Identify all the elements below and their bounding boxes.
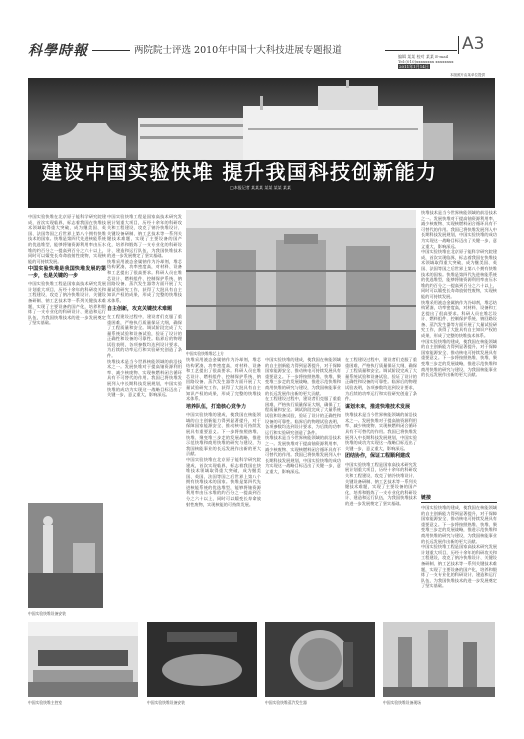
header-rule-right <box>385 50 457 51</box>
left-photo-caption: 中国实验快堆设备安装 <box>28 611 66 616</box>
center-photo-caption: 中国实验快堆堆芯上方 <box>186 351 224 356</box>
date-line-2: Tel:(010)xxxxxxxx xxxxxxxx <box>398 59 454 64</box>
equipment-installation-photo <box>28 503 103 608</box>
column-2-text-d: 快堆技术是当今世界核能领域的前沿技术之一。发展快堆对于提高铀资源利用率、减少核废物、实现核燃料闭合循环具有不可替代的作用。我国已将快堆发展列入中长期科技发展规划，中国实验快堆的成功为实现这一战略目标迈出了关键一步，意义重大，影响深远。 <box>107 358 182 398</box>
article-column-1 <box>28 214 106 500</box>
link-section-body-b: 中国实验快堆工程是国家高技术研究发展计划重大项目，历经十余年的科研攻关和工程建设，攻克了钠冷快堆设计、关键设备研制、钠工艺技术等一系列关键技术难题，实现了主要设备的国产化，培养和锻炼了一支专业化的科研设计、建造和运行队伍，为我国快堆技术的进一步发展奠定了坚实基础。 <box>421 544 497 589</box>
masthead-logo: 科學時報 <box>28 43 88 59</box>
link-section-label: 链接 <box>421 495 432 501</box>
date-line-1: 编辑 某某 校对 某某 E-mail <box>398 54 449 59</box>
subheading-4: 谋划未来，推进快堆技术发展 <box>345 403 411 410</box>
subheading-3: 培养队伍，打造核心竞争力 <box>186 403 247 410</box>
column-1-text-continued: 中国实验快堆工程是国家高技术研究发展计划重大项目，历经十余年的科研攻关和工程建设，攻克了钠冷快堆设计、关键设备研制、钠工艺技术等一系列关键技术难题，实现了主要设备的国产化，培养和锻炼了一支专业化的科研设计、建造和运行队伍，为我国快堆技术的进一步发展奠定了坚实基础。 <box>28 281 106 326</box>
bottom-photo-1 <box>28 622 138 697</box>
column-4-text-c: 快堆技术是当今世界核能领域的前沿技术之一。发展快堆对于提高铀资源利用率、减少核废物、实现核燃料闭合循环具有不可替代的作用。我国已将快堆发展列入中长期科技发展规划，中国实验快堆的成功为实现这一战略目标迈出了关键一步，意义重大，影响深远。 <box>265 435 341 474</box>
reactor-hall-photo <box>186 210 416 350</box>
top-photo-credit: 本版照片由某单位提供 <box>450 73 485 77</box>
date-highlight: 2011年1月14日 <box>399 64 429 69</box>
article-column-5 <box>345 357 417 615</box>
bottom-photo-2 <box>147 622 257 697</box>
subheading-5: 团结协作，保证工程顺利建成 <box>345 453 411 460</box>
header-rule-left <box>92 50 130 51</box>
bottom-caption-1: 中国实验快堆主控室 <box>28 700 63 705</box>
column-6-text-b: 中国实验快堆在北京原子能科学研究院建成，首次实现临界，标志着我国在快堆技术领域取得重大突破，成为继美国、英国、法国等国之后世界上第八个拥有快堆技术的国家。快堆是第四代先进核能系统的优选堆型，能够将铀资源利用率由压水堆的约百分之一提高到百分之六十以上，同时可以嬗变长寿命放射性废物，实现核能的可持续发展。 <box>421 249 497 299</box>
link-section-body: 中国实验快堆的建成，使我国在核能领域的自主创新能力得到显著提升，对于保障国家能源安全、推动核电可持续发展具有重要意义。下一步将按照热堆、快堆、聚变堆三步走的发展战略，推进示范快堆和商用快堆的研究与建设，为我国核能事业的长远发展作出新的更大贡献。 <box>421 505 497 544</box>
bottom-caption-4: 中国实验快堆设备现场 <box>383 700 421 705</box>
page-number-divider <box>458 36 459 54</box>
date-info <box>398 54 488 69</box>
column-5-text-b: 快堆技术是当今世界核能领域的前沿技术之一。发展快堆对于提高铀资源利用率、减少核废物、实现核燃料闭合循环具有不可替代的作用。我国已将快堆发展列入中长期科技发展规划，中国实验快堆的成功为实现这一战略目标迈出了关键一步，意义重大，影响深远。 <box>345 412 417 451</box>
subheading-2: 自主创新，攻克关键技术难题 <box>107 305 173 312</box>
headline: 建设中国实验快堆 提升我国科技创新能力 <box>42 160 438 184</box>
steam-generator-photo <box>265 622 375 697</box>
column-2-text: 中国实验快堆工程是国家高技术研究发展计划重大项目，历经十余年的科研攻关和工程建设，攻克了钠冷快堆设计、关键设备研制、钠工艺技术等一系列关键技术难题，实现了主要设备的国产化，培养和锻炼了一支专业化的科研设计、建造和运行队伍，为我国快堆技术的进一步发展奠定了坚实基础。 <box>107 214 182 259</box>
byline: □本报记者 某某某 某某 某某 某某 <box>230 185 291 190</box>
column-5-text-c: 中国实验快堆工程是国家高技术研究发展计划重大项目，历经十余年的科研攻关和工程建设，攻克了钠冷快堆设计、关键设备研制、钠工艺技术等一系列关键技术难题，实现了主要设备的国产化，培养和锻炼了一支专业化的科研设计、建造和运行队伍，为我国快堆技术的进一步发展奠定了坚实基础。 <box>345 461 417 506</box>
column-5-text: 在工程建设过程中，建设者们克服了重重困难，严格执行质量保证大纲，确保了工程质量和安全。调试阶段完成了大量系统试验和设备试验，验证了设计的正确性和设备的可靠性。临界后的物理试验表明，各项参数均达到设计要求，为后续的功率运行和实验研究创造了条件。 <box>345 357 417 402</box>
bottom-caption-3: 中国实验快堆蒸汽发生器 <box>265 700 307 705</box>
column-6-text-d: 中国实验快堆的建成，使我国在核能领域的自主创新能力得到显著提升，对于保障国家能源安全、推动核电可持续发展具有重要意义。下一步将按照热堆、快堆、聚变堆三步走的发展战略，推进示范快堆和商用快堆的研究与建设，为我国核能事业的长远发展作出新的更大贡献。 <box>421 338 497 378</box>
column-4-text: 中国实验快堆的建成，使我国在核能领域的自主创新能力得到显著提升，对于保障国家能源安全、推动核电可持续发展具有重要意义。下一步将按照热堆、快堆、聚变堆三步走的发展战略，推进示范快堆和商用快堆的研究与建设，为我国核能事业的长远发展作出新的更大贡献。 <box>265 357 341 396</box>
article-column-2 <box>107 214 182 612</box>
bottom-caption-2: 中国实验快堆设备安装 <box>147 700 185 705</box>
page-number: A3 <box>462 34 485 54</box>
link-section-rule <box>421 502 497 503</box>
column-3-text-b: 中国实验快堆的建成，使我国在核能领域的自主创新能力得到显著提升，对于保障国家能源安全、推动核电可持续发展具有重要意义。下一步将按照热堆、快堆、聚变堆三步走的发展战略，推进示范快堆和商用快堆的研究与建设，为我国核能事业的长远发展作出新的更大贡献。 <box>186 412 261 457</box>
column-1-text: 中国实验快堆在北京原子能科学研究院建成，首次实现临界，标志着我国在快堆技术领域取得重大突破，成为继美国、英国、法国等国之后世界上第八个拥有快堆技术的国家。快堆是第四代先进核能系统的优选堆型，能够将铀资源利用率由压水堆的约百分之一提高到百分之六十以上，同时可以嬗变长寿命放射性废物，实现核能的可持续发展。 <box>28 214 106 264</box>
article-column-3 <box>186 357 261 615</box>
article-column-4 <box>265 357 341 615</box>
article-column-6 <box>421 210 497 490</box>
column-4-text-b: 在工程建设过程中，建设者们克服了重重困难，严格执行质量保证大纲，确保了工程质量和安全。调试阶段完成了大量系统试验和设备试验，验证了设计的正确性和设备的可靠性。临界后的物理试验表明，各项参数均达到设计要求，为后续的功率运行和实验研究创造了条件。 <box>265 396 341 435</box>
column-2-text-b: 快堆采用液态金属钠作为冷却剂，堆芯结构紧凑，功率密度高，对材料、设备和工艺提出了很高要求。科研人员在堆芯设计、燃料组件、控制保护系统、钠回路设备、蒸汽发生器等方面开展了大量试验研究工作，获得了大批具有自主知识产权的成果，形成了完整的快堆技术体系。 <box>107 258 182 303</box>
bottom-photo-4 <box>383 622 495 697</box>
column-2-text-c: 在工程建设过程中，建设者们克服了重重困难，严格执行质量保证大纲，确保了工程质量和安全。调试阶段完成了大量系统试验和设备试验，验证了设计的正确性和设备的可靠性。临界后的物理试验表明，各项参数均达到设计要求，为后续的功率运行和实验研究创造了条件。 <box>107 313 182 359</box>
link-section-text <box>421 505 497 615</box>
column-3-text: 快堆采用液态金属钠作为冷却剂，堆芯结构紧凑，功率密度高，对材料、设备和工艺提出了很高要求。科研人员在堆芯设计、燃料组件、控制保护系统、钠回路设备、蒸汽发生器等方面开展了大量试验研究工作，获得了大批具有自主知识产权的成果，形成了完整的快堆技术体系。 <box>186 357 261 402</box>
subheading-1: 中国实验快堆是我国快堆发展的第一步，也是关键的一步 <box>28 266 106 279</box>
equipment-site-photo <box>383 622 495 697</box>
control-room-photo <box>28 622 138 697</box>
bottom-photo-3 <box>265 622 375 697</box>
column-3-text-c: 中国实验快堆在北京原子能科学研究院建成，首次实现临界，标志着我国在快堆技术领域取得重大突破，成为继美国、英国、法国等国之后世界上第八个拥有快堆技术的国家。快堆是第四代先进核能系统的优选堆型，能够将铀资源利用率由压水堆的约百分之一提高到百分之六十以上，同时可以嬗变长寿命放射性废物，实现核能的可持续发展。 <box>186 456 261 507</box>
header-title: 两院院士评选 2010年中国十大科技进展专题报道 <box>134 45 342 56</box>
column-6-text-c: 快堆采用液态金属钠作为冷却剂，堆芯结构紧凑，功率密度高，对材料、设备和工艺提出了很高要求。科研人员在堆芯设计、燃料组件、控制保护系统、钠回路设备、蒸汽发生器等方面开展了大量试验研究工作，获得了大批具有自主知识产权的成果，形成了完整的快堆技术体系。 <box>421 299 497 339</box>
left-column-photo <box>28 503 103 608</box>
center-photo <box>186 210 416 350</box>
vessel-installation-photo <box>147 622 257 697</box>
column-6-text: 快堆技术是当今世界核能领域的前沿技术之一。发展快堆对于提高铀资源利用率、减少核废物、实现核燃料闭合循环具有不可替代的作用。我国已将快堆发展列入中长期科技发展规划，中国实验快堆的成功为实现这一战略目标迈出了关键一步，意义重大，影响深远。 <box>421 210 497 249</box>
